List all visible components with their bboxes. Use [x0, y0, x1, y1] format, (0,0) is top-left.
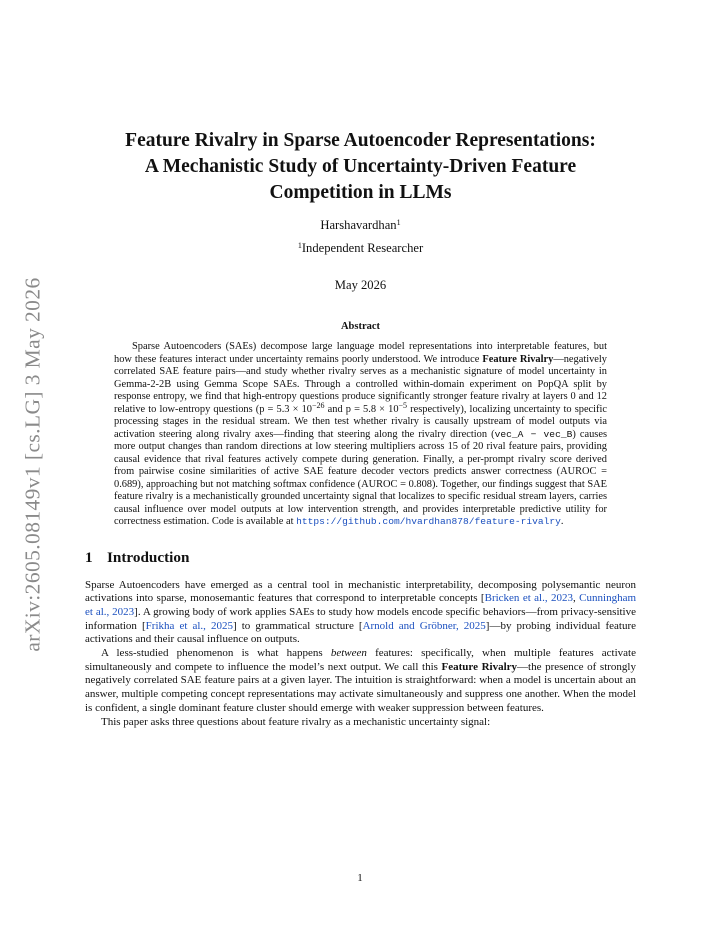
- citation-bricken[interactable]: Bricken et al., 2023: [484, 592, 574, 605]
- page-number: 1: [357, 872, 363, 884]
- section-heading: [85, 549, 636, 567]
- citation-arnold[interactable]: Arnold and Gröbner, 2025: [362, 619, 486, 632]
- intro-p1-text-5: ]—by probing individual feature activations and their causal influence on outputs.: [85, 619, 636, 646]
- intro-p2-text-3: —the presence of strongly negatively correlated SAE feature pairs at a given layer. The intuition is straightforward: when a model is uncertain about an answer, multiple competing concept representations may activate simultaneously and suppress one another. When the model is confident, a single dominant feature cluster should emerge with weaker suppression between features.: [85, 660, 636, 714]
- abstract-part-5: ) causes more output changes than random directions at low steering multipliers across 15 of 20 rival feature pairs, providing causal evidence that rival features actively compete during generation. Finally, a per-prompt rivalry score derived from pairwise cosine similarities of active SAE feature decoder vectors predicts answer correctness (AUROC = 0.689), approaching but not matching softmax confidence (AUROC = 0.808). Together, our findings suggest that SAE feature rivalry is a mechanistically grounded uncertainty signal that localizes to specific residual stream layers, carries causal influence over model outputs at low intervention strength, and provides interpretable predictive utility for correctness estimation. Code is available at: [114, 428, 607, 527]
- intro-paragraph-3: This paper asks three questions about feature rivalry as a mechanistic uncertainty signal:: [101, 715, 491, 728]
- intro-p1-text-4: ] to grammatical structure [: [232, 619, 363, 632]
- abstract-heading: Abstract: [340, 321, 381, 332]
- citation-frikha[interactable]: Frikha et al., 2025: [145, 619, 233, 632]
- abstract-exp-2: −5: [398, 400, 408, 410]
- abstract-text: [114, 341, 607, 529]
- section-title: Introduction: [107, 548, 190, 566]
- abstract-part-6: .: [560, 516, 564, 527]
- introduction-body: [85, 579, 636, 730]
- author-line: [85, 218, 636, 233]
- title-line-3: Competition in LLMs: [269, 182, 452, 203]
- author-affil-mark: 1: [396, 218, 401, 227]
- affiliation-name: Independent Researcher: [301, 241, 424, 255]
- abstract-part-1: Sparse Autoencoders (SAEs) decompose large language model representations into interpretable features, but how these features interact under uncertainty remains poorly understood. We introduce: [114, 341, 607, 365]
- title-line-1: Feature Rivalry in Sparse Autoencoder Representations:: [125, 130, 596, 151]
- intro-paragraph-2: [85, 647, 636, 716]
- abstract-part-4: respectively), localizing uncertainty to specific processing stages in the residual stream. We then test whether rivalry is causally upstream of model outputs via activation steering along rivalry axes—finding that steering along the rivalry direction (: [114, 403, 608, 440]
- section-number: 1: [85, 548, 93, 566]
- intro-p2-text-1: A less-studied phenomenon is what happens: [101, 647, 331, 660]
- abstract-part-3: and p = 5.8 × 10: [324, 403, 399, 415]
- intro-p2-text-2: features: specifically, when multiple features activate simultaneously and compete to influence the model’s next output. We call this: [85, 647, 636, 673]
- title-line-2: A Mechanistic Study of Uncertainty-Driven Feature: [144, 156, 577, 177]
- affil-mark: 1: [297, 241, 302, 250]
- intro-p1-text-3: ]. A growing body of work applies SAEs to study how models encode specific behaviors—from privacy-sensitive information [: [85, 605, 636, 632]
- intro-p2-term: Feature Rivalry: [441, 660, 518, 673]
- intro-paragraph-1: [85, 579, 636, 648]
- arxiv-id-text: arXiv:2605.08149v1 [cs.LG] 3 May 2026: [20, 276, 45, 652]
- abstract-code: vec_A − vec_B: [494, 428, 573, 440]
- code-repo-link[interactable]: https://github.com/hvardhan878/feature-rivalry: [296, 516, 561, 527]
- paper-page: [85, 128, 636, 729]
- intro-p1-text-1: Sparse Autoencoders have emerged as a central tool in mechanistic interpretability, decomposing polysemantic neuron activations into sparse, monosemantic features that correspond to interpretable concepts [: [85, 578, 636, 605]
- abstract-exp-1: −26: [312, 400, 325, 410]
- paper-title: [85, 128, 636, 206]
- citation-cunningham[interactable]: Cunningham et al., 2023: [85, 592, 637, 618]
- paper-date: May 2026: [334, 278, 387, 292]
- author-name: Harshavardhan: [320, 218, 397, 232]
- affiliation-line: [85, 241, 636, 256]
- abstract-part-2: —negatively correlated SAE feature pairs—and study whether rivalry serves as a mechanistic signature of model uncertainty in Gemma-2-2B using Gemma Scope SAEs. Through a controlled within-domain experiment on PopQA split by response entropy, we find that high-entropy questions produce significantly stronger feature rivalry at layers 0 and 12 relative to low-entropy questions (p = 5.3 × 10: [114, 353, 607, 415]
- abstract-term: Feature Rivalry: [482, 353, 554, 365]
- arxiv-identifier-stamp: [15, 258, 51, 670]
- intro-p1-text-2: ,: [573, 592, 580, 605]
- intro-p2-emphasis: between: [330, 647, 367, 660]
